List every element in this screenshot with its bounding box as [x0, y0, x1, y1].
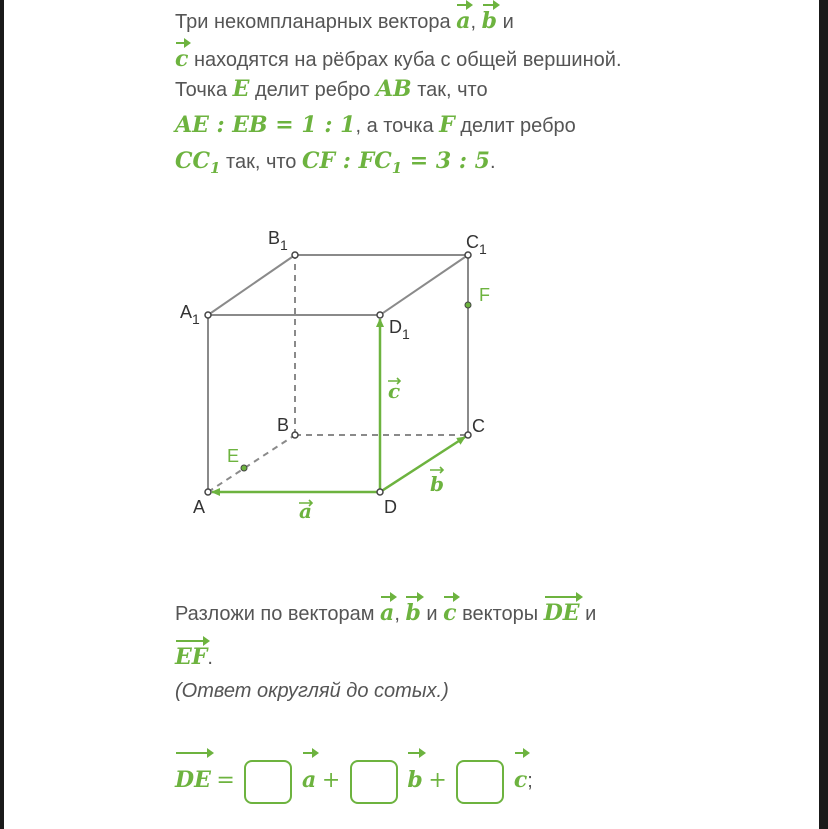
point-D1	[377, 312, 383, 318]
answer-input-b[interactable]	[350, 760, 398, 804]
question-line-1: Разложи по векторам a, b и c векторы DE и	[175, 594, 596, 627]
ratio-CF-FC1: CF : $FC_1 = 3$ : 5	[302, 148, 490, 177]
vector-b-symbol: b	[482, 2, 497, 34]
rounding-note: (Ответ округляй до сотых.)	[175, 680, 449, 702]
point-A1	[205, 312, 211, 318]
vector-a-label: a	[299, 499, 312, 523]
plus-sign-1: +	[321, 768, 341, 793]
label-D1: $D_1$	[389, 317, 410, 342]
task-line-3: Точка E делит ребро AB так, что	[175, 76, 488, 102]
q-vector-DE: DE	[544, 594, 580, 626]
label-B: B	[277, 415, 290, 435]
point-B	[292, 432, 298, 438]
vector-b-label: b	[430, 472, 444, 496]
label-C: C	[472, 416, 485, 436]
answer-lhs-DE: DE	[175, 750, 211, 804]
label-A1: $A_1$	[180, 302, 200, 327]
point-E-symbol: E	[232, 76, 250, 102]
q-vector-a: a	[380, 594, 394, 626]
task-line-4: AE : EB = 1 : 1, а точка F делит ребро	[175, 112, 576, 138]
plus-sign-2: +	[428, 768, 447, 793]
equals-sign: =	[216, 768, 235, 793]
point-C1	[465, 252, 471, 258]
edge-A1-B1	[208, 255, 295, 315]
q-vector-EF: EF	[175, 638, 207, 670]
label-C1: $C_1$	[466, 232, 487, 257]
label-D: D	[384, 497, 397, 517]
answer-row	[175, 750, 533, 805]
vector-b	[380, 437, 465, 492]
point-C	[465, 432, 471, 438]
label-B1: $B_1$	[268, 228, 288, 253]
point-D	[377, 489, 383, 495]
point-F-symbol: F	[439, 112, 455, 138]
point-F	[465, 302, 471, 308]
label-F: F	[479, 285, 490, 305]
edge-AB-symbol: AB	[375, 76, 412, 102]
vector-c-symbol: c	[175, 40, 188, 72]
vector-a-symbol: a	[456, 2, 470, 34]
answer-vector-b: b	[407, 750, 422, 804]
point-A	[205, 489, 211, 495]
edge-D1-C1	[380, 255, 468, 315]
edge-CC1-symbol: $CC_1$	[175, 148, 221, 177]
ratio-AE-EB: AE : EB = 1 : 1	[175, 112, 356, 138]
answer-input-c[interactable]	[456, 760, 504, 804]
question-line-2: EF.	[175, 638, 213, 671]
point-E	[241, 465, 247, 471]
answer-vector-a: a	[302, 750, 316, 804]
label-E: E	[227, 446, 240, 466]
task-line-2: c находятся на рёбрах куба с общей вершиной.	[175, 40, 622, 73]
point-B1	[292, 252, 298, 258]
label-A: A	[193, 497, 206, 517]
answer-input-a[interactable]	[244, 760, 292, 804]
q-vector-c: c	[443, 594, 456, 626]
vector-c-label: c	[388, 379, 401, 403]
task-line-1: Три некомпланарных вектора a, b и	[175, 2, 514, 35]
q-vector-b: b	[405, 594, 420, 626]
answer-vector-c: c	[514, 750, 527, 804]
answer-end: ;	[527, 770, 533, 792]
edge-A-B-hidden	[208, 435, 295, 492]
task-line-5: $CC_1$ так, что CF : $FC_1 = 3$ : 5.	[175, 148, 496, 177]
